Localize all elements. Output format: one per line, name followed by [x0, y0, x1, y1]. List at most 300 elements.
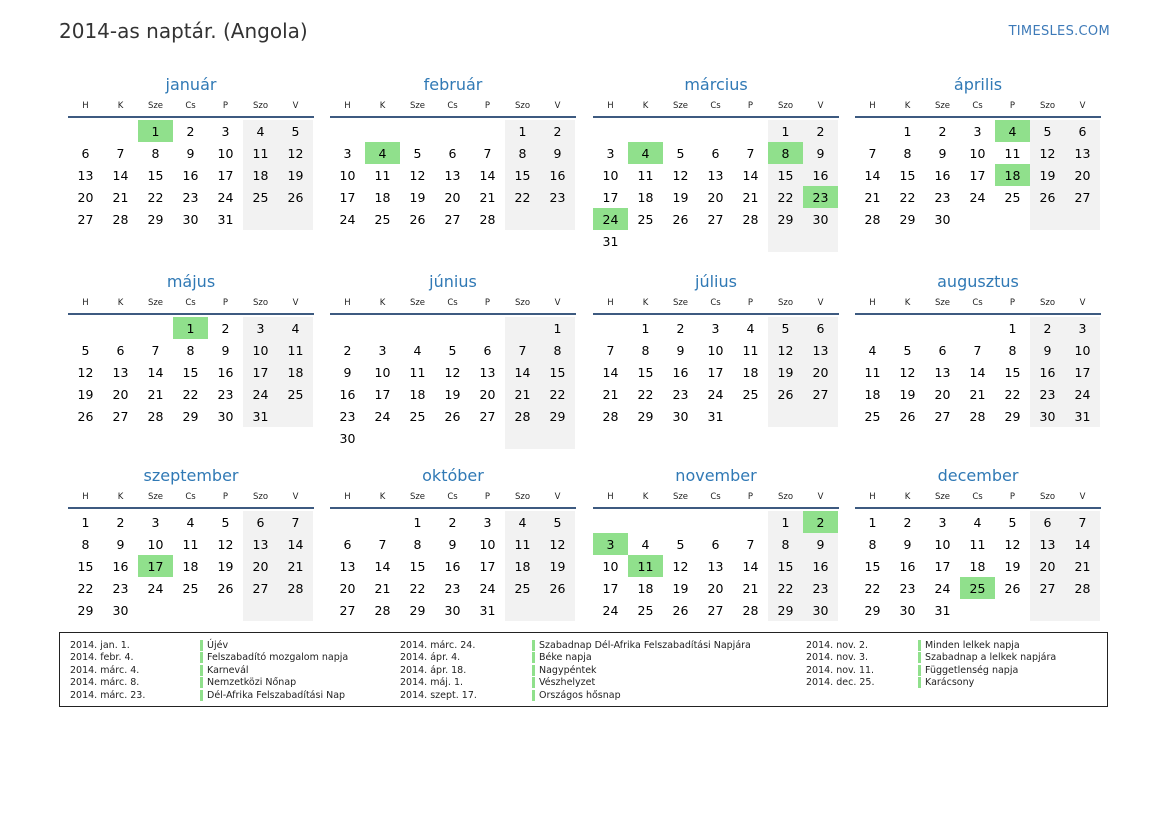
day-cell[interactable]: 13	[243, 533, 278, 555]
day-cell[interactable]: 21	[479, 189, 496, 205]
day-cell[interactable]: 27	[339, 602, 356, 618]
day-cell[interactable]: 30	[934, 211, 951, 227]
day-cell[interactable]: 12	[899, 364, 916, 380]
day-cell[interactable]: 13	[77, 167, 94, 183]
day-cell[interactable]: 26	[1030, 186, 1065, 208]
day-cell[interactable]: 2	[1030, 317, 1065, 339]
day-cell[interactable]: 9	[221, 342, 230, 358]
day-cell[interactable]: 16	[1030, 361, 1065, 383]
day-cell[interactable]: 15	[637, 364, 654, 380]
day-cell[interactable]: 1	[173, 317, 208, 339]
day-cell[interactable]: 25	[374, 211, 391, 227]
day-cell[interactable]: 10	[243, 339, 278, 361]
day-cell[interactable]: 1	[641, 320, 650, 336]
day-cell[interactable]: 2	[540, 120, 575, 142]
day-cell[interactable]: 19	[278, 164, 313, 186]
day-cell[interactable]: 12	[409, 167, 426, 183]
day-cell[interactable]: 20	[444, 189, 461, 205]
day-cell[interactable]: 6	[1030, 511, 1065, 533]
day-cell[interactable]: 15	[409, 558, 426, 574]
day-cell[interactable]: 13	[803, 339, 838, 361]
day-cell[interactable]: 12	[1004, 536, 1021, 552]
day-cell[interactable]: 20	[1065, 164, 1100, 186]
day-cell[interactable]: 21	[864, 189, 881, 205]
day-cell[interactable]: 14	[969, 364, 986, 380]
day-cell[interactable]: 13	[444, 167, 461, 183]
day-cell[interactable]: 4	[278, 317, 313, 339]
day-cell[interactable]: 18	[637, 580, 654, 596]
day-cell[interactable]: 21	[969, 386, 986, 402]
day-cell[interactable]: 31	[1065, 405, 1100, 427]
day-cell[interactable]: 20	[803, 361, 838, 383]
day-cell[interactable]: 7	[746, 536, 755, 552]
day-cell[interactable]: 30	[672, 408, 689, 424]
day-cell[interactable]: 5	[81, 342, 90, 358]
day-cell[interactable]: 2	[448, 514, 457, 530]
day-cell[interactable]: 26	[217, 580, 234, 596]
day-cell[interactable]: 21	[742, 189, 759, 205]
day-cell[interactable]: 9	[803, 533, 838, 555]
day-cell[interactable]: 7	[151, 342, 160, 358]
day-cell[interactable]: 18	[409, 386, 426, 402]
day-cell[interactable]: 21	[1065, 555, 1100, 577]
day-cell[interactable]: 17	[969, 167, 986, 183]
day-cell[interactable]: 1	[768, 511, 803, 533]
day-cell[interactable]: 25	[182, 580, 199, 596]
day-cell[interactable]: 28	[969, 408, 986, 424]
day-cell[interactable]: 26	[278, 186, 313, 208]
day-cell[interactable]: 22	[768, 186, 803, 208]
day-cell[interactable]: 6	[938, 342, 947, 358]
day-cell[interactable]: 13	[1030, 533, 1065, 555]
day-cell[interactable]: 13	[339, 558, 356, 574]
day-cell[interactable]: 8	[768, 533, 803, 555]
day-cell[interactable]: 2	[938, 123, 947, 139]
day-cell[interactable]: 17	[602, 189, 619, 205]
day-cell[interactable]: 24	[479, 580, 496, 596]
day-cell[interactable]: 17	[934, 558, 951, 574]
day-cell[interactable]: 14	[864, 167, 881, 183]
day-cell[interactable]: 10	[969, 145, 986, 161]
day-cell[interactable]: 5	[768, 317, 803, 339]
day-cell[interactable]: 29	[77, 602, 94, 618]
day-cell[interactable]: 25	[637, 602, 654, 618]
day-cell[interactable]: 10	[602, 558, 619, 574]
day-cell[interactable]: 19	[540, 555, 575, 577]
day-cell[interactable]: 24	[147, 580, 164, 596]
day-cell[interactable]: 13	[479, 364, 496, 380]
day-cell[interactable]: 9	[676, 342, 685, 358]
day-cell[interactable]: 28	[864, 211, 881, 227]
day-cell[interactable]: 22	[409, 580, 426, 596]
day-cell[interactable]: 28	[374, 602, 391, 618]
day-cell[interactable]: 1	[768, 120, 803, 142]
day-cell[interactable]: 24	[707, 386, 724, 402]
day-cell[interactable]: 3	[151, 514, 160, 530]
day-cell[interactable]: 1	[1008, 320, 1017, 336]
day-cell[interactable]: 3	[483, 514, 492, 530]
day-cell[interactable]: 2	[186, 123, 195, 139]
day-cell[interactable]: 24	[217, 189, 234, 205]
day-cell[interactable]: 18	[505, 555, 540, 577]
day-cell[interactable]: 22	[77, 580, 94, 596]
day-cell[interactable]: 9	[938, 145, 947, 161]
day-cell[interactable]: 13	[934, 364, 951, 380]
day-cell[interactable]: 9	[803, 142, 838, 164]
day-cell[interactable]: 7	[868, 145, 877, 161]
day-cell[interactable]: 15	[899, 167, 916, 183]
day-cell[interactable]: 13	[112, 364, 129, 380]
day-cell[interactable]: 7	[278, 511, 313, 533]
day-cell[interactable]: 23	[1030, 383, 1065, 405]
day-cell[interactable]: 3	[243, 317, 278, 339]
day-cell[interactable]: 19	[1004, 558, 1021, 574]
day-cell[interactable]: 10	[339, 167, 356, 183]
day-cell[interactable]: 27	[1065, 186, 1100, 208]
day-cell[interactable]: 21	[505, 383, 540, 405]
day-cell[interactable]: 8	[868, 536, 877, 552]
brand-link[interactable]: TIMESLES.COM	[1008, 24, 1110, 39]
day-cell[interactable]: 2	[803, 120, 838, 142]
day-cell[interactable]: 30	[182, 211, 199, 227]
day-cell[interactable]: 11	[409, 364, 426, 380]
day-cell[interactable]: 20	[77, 189, 94, 205]
day-cell[interactable]: 3	[938, 514, 947, 530]
day-cell[interactable]: 23	[672, 386, 689, 402]
day-cell[interactable]: 22	[147, 189, 164, 205]
day-cell[interactable]: 29	[182, 408, 199, 424]
day-cell[interactable]: 23	[899, 580, 916, 596]
day-cell[interactable]: 1	[81, 514, 90, 530]
day-cell[interactable]: 8	[151, 145, 160, 161]
day-cell[interactable]: 25	[1004, 189, 1021, 205]
day-cell[interactable]: 13	[707, 558, 724, 574]
day-cell[interactable]: 30	[803, 208, 838, 230]
day-cell[interactable]: 30	[899, 602, 916, 618]
day-cell[interactable]: 2	[343, 342, 352, 358]
day-cell[interactable]: 30	[803, 599, 838, 621]
day-cell[interactable]: 30	[217, 408, 234, 424]
day-cell[interactable]: 26	[672, 211, 689, 227]
day-cell[interactable]: 16	[672, 364, 689, 380]
day-cell[interactable]: 15	[540, 361, 575, 383]
day-cell[interactable]: 23	[803, 186, 838, 208]
day-cell[interactable]: 23	[339, 408, 356, 424]
day-cell[interactable]: 6	[483, 342, 492, 358]
day-cell[interactable]: 4	[973, 514, 982, 530]
day-cell[interactable]: 12	[278, 142, 313, 164]
day-cell[interactable]: 8	[413, 536, 422, 552]
day-cell[interactable]: 22	[899, 189, 916, 205]
day-cell[interactable]: 31	[243, 405, 278, 427]
day-cell[interactable]: 18	[278, 361, 313, 383]
day-cell[interactable]: 3	[593, 533, 628, 555]
day-cell[interactable]: 28	[147, 408, 164, 424]
day-cell[interactable]: 11	[637, 167, 654, 183]
day-cell[interactable]: 10	[1065, 339, 1100, 361]
day-cell[interactable]: 15	[864, 558, 881, 574]
day-cell[interactable]: 11	[182, 536, 199, 552]
day-cell[interactable]: 23	[803, 577, 838, 599]
day-cell[interactable]: 15	[768, 164, 803, 186]
day-cell[interactable]: 11	[243, 142, 278, 164]
day-cell[interactable]: 13	[707, 167, 724, 183]
day-cell[interactable]: 5	[676, 536, 685, 552]
day-cell[interactable]: 28	[1065, 577, 1100, 599]
day-cell[interactable]: 20	[1030, 555, 1065, 577]
day-cell[interactable]: 7	[746, 145, 755, 161]
day-cell[interactable]: 27	[479, 408, 496, 424]
day-cell[interactable]: 25	[243, 186, 278, 208]
day-cell[interactable]: 8	[641, 342, 650, 358]
day-cell[interactable]: 18	[374, 189, 391, 205]
day-cell[interactable]: 14	[742, 167, 759, 183]
day-cell[interactable]: 11	[278, 339, 313, 361]
day-cell[interactable]: 24	[969, 189, 986, 205]
day-cell[interactable]: 23	[112, 580, 129, 596]
day-cell[interactable]: 19	[768, 361, 803, 383]
day-cell[interactable]: 21	[374, 580, 391, 596]
day-cell[interactable]: 18	[182, 558, 199, 574]
day-cell[interactable]: 2	[803, 511, 838, 533]
day-cell[interactable]: 21	[602, 386, 619, 402]
day-cell[interactable]: 16	[899, 558, 916, 574]
day-cell[interactable]: 26	[409, 211, 426, 227]
day-cell[interactable]: 22	[637, 386, 654, 402]
day-cell[interactable]: 5	[278, 120, 313, 142]
day-cell[interactable]: 18	[742, 364, 759, 380]
day-cell[interactable]: 6	[243, 511, 278, 533]
day-cell[interactable]: 31	[479, 602, 496, 618]
day-cell[interactable]: 9	[343, 364, 352, 380]
day-cell[interactable]: 20	[934, 386, 951, 402]
day-cell[interactable]: 12	[672, 167, 689, 183]
day-cell[interactable]: 26	[768, 383, 803, 405]
day-cell[interactable]: 28	[602, 408, 619, 424]
day-cell[interactable]: 10	[217, 145, 234, 161]
day-cell[interactable]: 17	[374, 386, 391, 402]
day-cell[interactable]: 29	[409, 602, 426, 618]
day-cell[interactable]: 24	[593, 208, 628, 230]
day-cell[interactable]: 14	[112, 167, 129, 183]
day-cell[interactable]: 1	[413, 514, 422, 530]
day-cell[interactable]: 4	[413, 342, 422, 358]
day-cell[interactable]: 4	[186, 514, 195, 530]
day-cell[interactable]: 17	[138, 555, 173, 577]
day-cell[interactable]: 16	[339, 386, 356, 402]
day-cell[interactable]: 29	[864, 602, 881, 618]
day-cell[interactable]: 24	[602, 602, 619, 618]
day-cell[interactable]: 20	[707, 189, 724, 205]
day-cell[interactable]: 9	[903, 536, 912, 552]
day-cell[interactable]: 25	[960, 577, 995, 599]
day-cell[interactable]: 11	[374, 167, 391, 183]
day-cell[interactable]: 3	[973, 123, 982, 139]
day-cell[interactable]: 19	[672, 580, 689, 596]
day-cell[interactable]: 27	[1030, 577, 1065, 599]
day-cell[interactable]: 20	[707, 580, 724, 596]
day-cell[interactable]: 9	[116, 536, 125, 552]
day-cell[interactable]: 17	[243, 361, 278, 383]
day-cell[interactable]: 1	[540, 317, 575, 339]
day-cell[interactable]: 23	[540, 186, 575, 208]
day-cell[interactable]: 8	[81, 536, 90, 552]
day-cell[interactable]: 5	[676, 145, 685, 161]
day-cell[interactable]: 5	[1008, 514, 1017, 530]
day-cell[interactable]: 11	[742, 342, 759, 358]
day-cell[interactable]: 22	[864, 580, 881, 596]
day-cell[interactable]: 21	[742, 580, 759, 596]
day-cell[interactable]: 11	[1004, 145, 1021, 161]
day-cell[interactable]: 29	[899, 211, 916, 227]
day-cell[interactable]: 21	[147, 386, 164, 402]
day-cell[interactable]: 15	[1004, 364, 1021, 380]
day-cell[interactable]: 26	[1004, 580, 1021, 596]
day-cell[interactable]: 10	[374, 364, 391, 380]
day-cell[interactable]: 17	[602, 580, 619, 596]
day-cell[interactable]: 7	[505, 339, 540, 361]
day-cell[interactable]: 16	[934, 167, 951, 183]
day-cell[interactable]: 8	[768, 142, 803, 164]
day-cell[interactable]: 10	[707, 342, 724, 358]
day-cell[interactable]: 19	[1030, 164, 1065, 186]
day-cell[interactable]: 8	[540, 339, 575, 361]
day-cell[interactable]: 3	[221, 123, 230, 139]
day-cell[interactable]: 27	[112, 408, 129, 424]
day-cell[interactable]: 4	[505, 511, 540, 533]
day-cell[interactable]: 12	[540, 533, 575, 555]
day-cell[interactable]: 25	[864, 408, 881, 424]
day-cell[interactable]: 14	[479, 167, 496, 183]
day-cell[interactable]: 6	[116, 342, 125, 358]
day-cell[interactable]: 30	[444, 602, 461, 618]
day-cell[interactable]: 12	[217, 536, 234, 552]
day-cell[interactable]: 6	[1065, 120, 1100, 142]
day-cell[interactable]: 28	[112, 211, 129, 227]
day-cell[interactable]: 31	[217, 211, 234, 227]
day-cell[interactable]: 4	[746, 320, 755, 336]
day-cell[interactable]: 17	[707, 364, 724, 380]
day-cell[interactable]: 28	[479, 211, 496, 227]
day-cell[interactable]: 28	[278, 577, 313, 599]
day-cell[interactable]: 15	[77, 558, 94, 574]
day-cell[interactable]: 19	[444, 386, 461, 402]
day-cell[interactable]: 12	[77, 364, 94, 380]
day-cell[interactable]: 26	[540, 577, 575, 599]
day-cell[interactable]: 27	[707, 211, 724, 227]
day-cell[interactable]: 29	[768, 208, 803, 230]
day-cell[interactable]: 19	[672, 189, 689, 205]
day-cell[interactable]: 18	[995, 164, 1030, 186]
day-cell[interactable]: 20	[479, 386, 496, 402]
day-cell[interactable]: 11	[969, 536, 986, 552]
day-cell[interactable]: 21	[278, 555, 313, 577]
day-cell[interactable]: 15	[505, 164, 540, 186]
day-cell[interactable]: 31	[602, 233, 619, 249]
day-cell[interactable]: 28	[505, 405, 540, 427]
day-cell[interactable]: 29	[540, 405, 575, 427]
day-cell[interactable]: 7	[973, 342, 982, 358]
day-cell[interactable]: 10	[479, 536, 496, 552]
day-cell[interactable]: 1	[903, 123, 912, 139]
day-cell[interactable]: 25	[505, 577, 540, 599]
day-cell[interactable]: 26	[899, 408, 916, 424]
day-cell[interactable]: 14	[147, 364, 164, 380]
day-cell[interactable]: 29	[147, 211, 164, 227]
day-cell[interactable]: 16	[444, 558, 461, 574]
day-cell[interactable]: 20	[339, 580, 356, 596]
day-cell[interactable]: 7	[483, 145, 492, 161]
day-cell[interactable]: 5	[1030, 120, 1065, 142]
day-cell[interactable]: 3	[1065, 317, 1100, 339]
day-cell[interactable]: 9	[1030, 339, 1065, 361]
day-cell[interactable]: 14	[505, 361, 540, 383]
day-cell[interactable]: 4	[243, 120, 278, 142]
day-cell[interactable]: 6	[711, 536, 720, 552]
day-cell[interactable]: 9	[186, 145, 195, 161]
day-cell[interactable]: 29	[768, 599, 803, 621]
day-cell[interactable]: 25	[637, 211, 654, 227]
day-cell[interactable]: 29	[1004, 408, 1021, 424]
day-cell[interactable]: 11	[628, 555, 663, 577]
day-cell[interactable]: 7	[606, 342, 615, 358]
day-cell[interactable]: 30	[339, 430, 356, 446]
day-cell[interactable]: 10	[147, 536, 164, 552]
day-cell[interactable]: 23	[444, 580, 461, 596]
day-cell[interactable]: 18	[969, 558, 986, 574]
day-cell[interactable]: 7	[116, 145, 125, 161]
day-cell[interactable]: 17	[217, 167, 234, 183]
day-cell[interactable]: 3	[606, 145, 615, 161]
day-cell[interactable]: 18	[243, 164, 278, 186]
day-cell[interactable]: 20	[243, 555, 278, 577]
day-cell[interactable]: 14	[602, 364, 619, 380]
day-cell[interactable]: 25	[278, 383, 313, 405]
day-cell[interactable]: 24	[934, 580, 951, 596]
day-cell[interactable]: 22	[505, 186, 540, 208]
day-cell[interactable]: 27	[803, 383, 838, 405]
day-cell[interactable]: 23	[217, 386, 234, 402]
day-cell[interactable]: 26	[77, 408, 94, 424]
day-cell[interactable]: 1	[505, 120, 540, 142]
day-cell[interactable]: 27	[934, 408, 951, 424]
day-cell[interactable]: 24	[339, 211, 356, 227]
day-cell[interactable]: 15	[182, 364, 199, 380]
day-cell[interactable]: 4	[365, 142, 400, 164]
day-cell[interactable]: 1	[868, 514, 877, 530]
day-cell[interactable]: 17	[1065, 361, 1100, 383]
day-cell[interactable]: 23	[182, 189, 199, 205]
day-cell[interactable]: 12	[672, 558, 689, 574]
day-cell[interactable]: 14	[1065, 533, 1100, 555]
day-cell[interactable]: 3	[711, 320, 720, 336]
day-cell[interactable]: 28	[742, 211, 759, 227]
day-cell[interactable]: 19	[77, 386, 94, 402]
day-cell[interactable]: 10	[602, 167, 619, 183]
day-cell[interactable]: 8	[505, 142, 540, 164]
day-cell[interactable]: 13	[1065, 142, 1100, 164]
day-cell[interactable]: 19	[217, 558, 234, 574]
day-cell[interactable]: 11	[864, 364, 881, 380]
day-cell[interactable]: 12	[444, 364, 461, 380]
day-cell[interactable]: 15	[768, 555, 803, 577]
day-cell[interactable]: 15	[147, 167, 164, 183]
day-cell[interactable]: 6	[448, 145, 457, 161]
day-cell[interactable]: 26	[672, 602, 689, 618]
day-cell[interactable]: 5	[448, 342, 457, 358]
day-cell[interactable]: 4	[868, 342, 877, 358]
day-cell[interactable]: 31	[707, 408, 724, 424]
